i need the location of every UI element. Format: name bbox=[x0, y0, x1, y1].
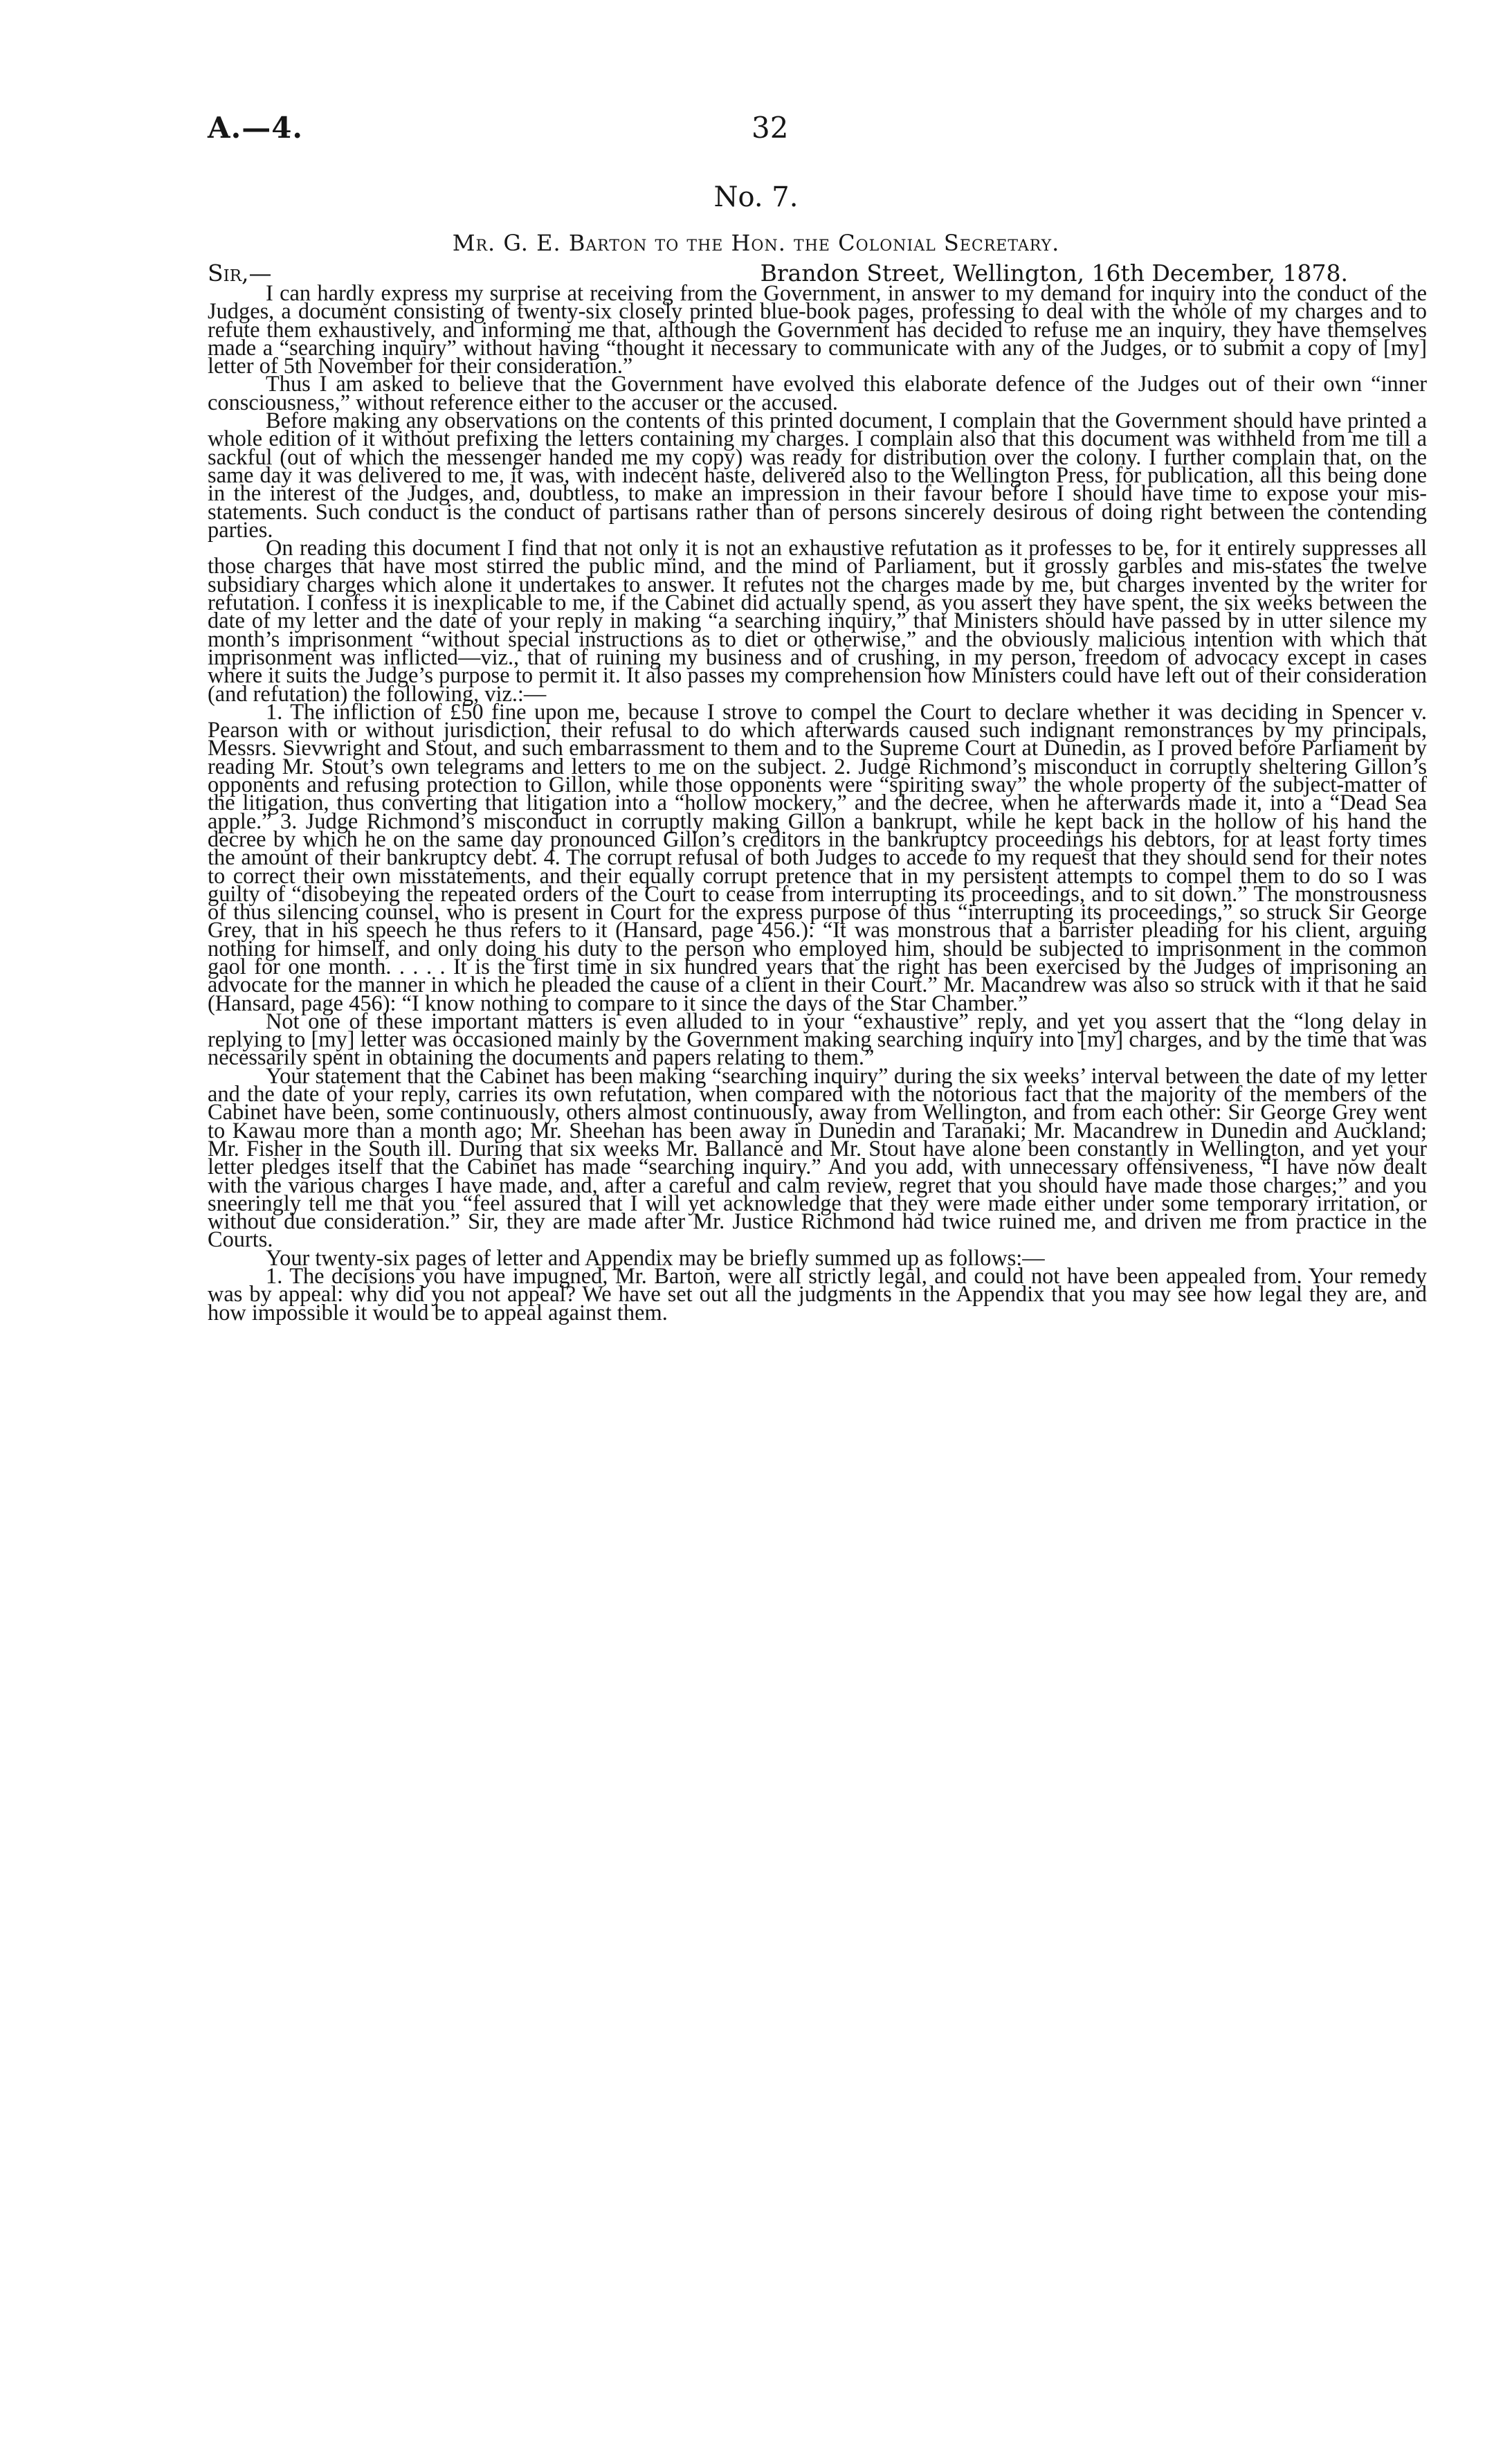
document-number: No. 7. bbox=[713, 181, 799, 213]
paragraph: Your twenty-six pages of letter and Appendix may be briefly summed up as follows:— bbox=[266, 1245, 1045, 1271]
paragraph: Thus I am asked to believe that the Government have evolved this elaborate defence of the Judges out of their own “inner consciousness,” without reference either to the accuser or the accused. bbox=[208, 372, 1427, 415]
address-date: Brandon Street, Wellington, 16th December, 1878. bbox=[760, 260, 1348, 287]
series-label: A.—4. bbox=[208, 111, 304, 145]
paragraph: I can hardly express my surprise at receiving from the Government, in answer to my demand for inquiry into the conduct of the Judges, a document consisting of twenty-six closely printed blue-book pages, professing to deal with the whole of my charges and to refute them exhaustively, and informing me that, although the Government has decided to refuse me an inquiry, they have themselves made a “searching inquiry” without having “thought it necessary to communicate with any of the Judges, or to submit a copy of [my] letter of 5th November for their consideration.” bbox=[208, 281, 1427, 379]
page-number: 32 bbox=[752, 111, 789, 145]
paragraph: Your statement that the Cabinet has been making “searching inquiry” during the six weeks’ interval between the date of my letter and the date of your reply, carries its own refutation, when compared with the notorious fact that the majority of the members of the Cabinet have been, some continuously, others almost continuously, away from Wellington, and from each other: Sir George Grey went to Kawau more than a month ago; Mr. Sheehan has been away in Dunedin and Taranaki; Mr. Macandrew in Dunedin and Auckland; Mr. Fisher in the South ill. During that six weeks Mr. Ballance and Mr. Stout have alone been constantly in Wellington, and yet your letter pledges itself that the Cabinet has made “searching inquiry.” And you add, with unnecessary offensiveness, “I have now dealt with the various charges I have made, and, after a careful and calm review, regret that you should have made those charges;” and you sneeringly tell me that you “feel assured that I will yet acknowledge that they were made either under some temporary irritation, or without due consideration.” Sir, they are made after Mr. Justice Richmond had twice ruined me, and driven me from practice in the Courts. bbox=[208, 1063, 1427, 1253]
salutation: Sir,— bbox=[208, 260, 272, 287]
paragraph: On reading this document I find that not only it is not an exhaustive refutation as it professes to be, for it entirely suppresses all those charges that have most stirred the public mind, and the mind of Parliament, but it grossly garbles and mis-states the twelve subsidiary charges which alone it undertakes to answer. It refutes not the charges made by me, but charges invented by the writer for refutation. I confess it is inexplicable to me, if the Cabinet did actually spend, as you assert they have spent, the six weeks between the date of my letter and the date of your reply in making “a searching inquiry,” that Ministers should have passed by in utter silence my month’s imprisonment “without special instructions as to diet or otherwise,” and the obviously malicious intention with which that imprisonment was inflicted—viz., that of ruining my business and of crushing, in my person, freedom of advocacy except in cases where it suits the Judge’s purpose to permit it. It also passes my comprehension how Ministers could have left out of their consideration (and refutation) the following, viz.:— bbox=[208, 536, 1427, 707]
paragraph: 1. The decisions you have impugned, Mr. Barton, were all strictly legal, and could not have been appealed from. Your remedy was by appeal: why did you not appeal? We have set out all the judgments in the Appendix that you may see how legal they are, and how impossible it would be to appeal against them. bbox=[208, 1264, 1427, 1325]
letter-body bbox=[208, 281, 1427, 1325]
paragraph: Not one of these important matters is even alluded to in your “exhaustive” reply, and yet you assert that the “long delay in replying to [my] letter was occasioned mainly by the Government making searching inquiry into [my] charges, and by the time that was necessarily spent in obtaining the documents and papers relating to them.” bbox=[208, 1008, 1427, 1071]
paragraph: 1. The infliction of £50 fine upon me, because I strove to compel the Court to declare whether it was deciding in Spencer v. Pearson with or without jurisdiction, their refusal to do which afterwards caused such indignant remonstrances by my principals, Messrs. Sievwright and Stout, and such embarrassment to them and to the Supreme Court at Dunedin, as I proved before Parliament by reading Mr. Stout’s own telegrams and letters to me on the subject. 2. Judge Richmond’s misconduct in corruptly sheltering Gillon’s opponents and refusing protection to Gillon, while those opponents were “spiriting sway” the whole property of the subject-matter of the litigation, thus converting that litigation into a “hollow mockery,” and the decree, when he afterwards made it, into a “Dead Sea apple.” 3. Judge Richmond’s misconduct in corruptly making Gillon a bankrupt, while he kept back in the hollow of his hand the decree by which he on the same day pronounced Gillon’s creditors in the bankruptcy proceedings his debtors, for at least forty times the amount of their bankruptcy debt. 4. The corrupt refusal of both Judges to accede to my request that they should send for their notes to correct their own misstatements, and their equally corrupt pretence that in my persistent attempts to compel them to do so I was guilty of “disobeying the repeated orders of the Court to cease from interrupting its proceedings, and to sit down.” The monstrousness of thus silencing counsel, who is present in Court for the express purpose of thus “interrupting its proceedings,” so struck Sir George Grey, that in his speech he thus refers to it (Hansard, page 456.): “It was monstrous that a barrister pleading for his client, arguing nothing for himself, and only doing his duty to the person who employed him, should be subjected to imprisonment in the common gaol for one month. . . . . It is the first time in six hundred years that the right has been exercised by the Judges of imprisoning an advocate for the manner in which he pleaded the cause of a client in their Court.” Mr. Macandrew was also so struck with it that he said (Hansard, page 456): “I know nothing to compare to it since the days of the Star Chamber.” bbox=[208, 699, 1427, 1016]
paragraph: Before making any observations on the contents of this printed document, I complain that the Government should have printed a whole edition of it without prefixing the letters containing my charges. I complain also that this document was withheld from me till a sackful (out of which the messenger handed me my copy) was ready for distribution over the colony. I further complain that, on the same day it was delivered to me, it was, with indecent haste, delivered also to the Wellington Press, for publication, all this being done in the interest of the Judges, and, doubtless, to make an impression in their favour before I should have time to expose your mis-statements. Such conduct is the conduct of partisans rather than of persons sincerely desirous of doing right between the contending parties. bbox=[208, 408, 1427, 543]
correspondence-heading bbox=[0, 230, 1512, 256]
correspondence-heading-text: Mr. G. E. Barton to the Hon. the Colonial Secretary. bbox=[452, 230, 1060, 256]
